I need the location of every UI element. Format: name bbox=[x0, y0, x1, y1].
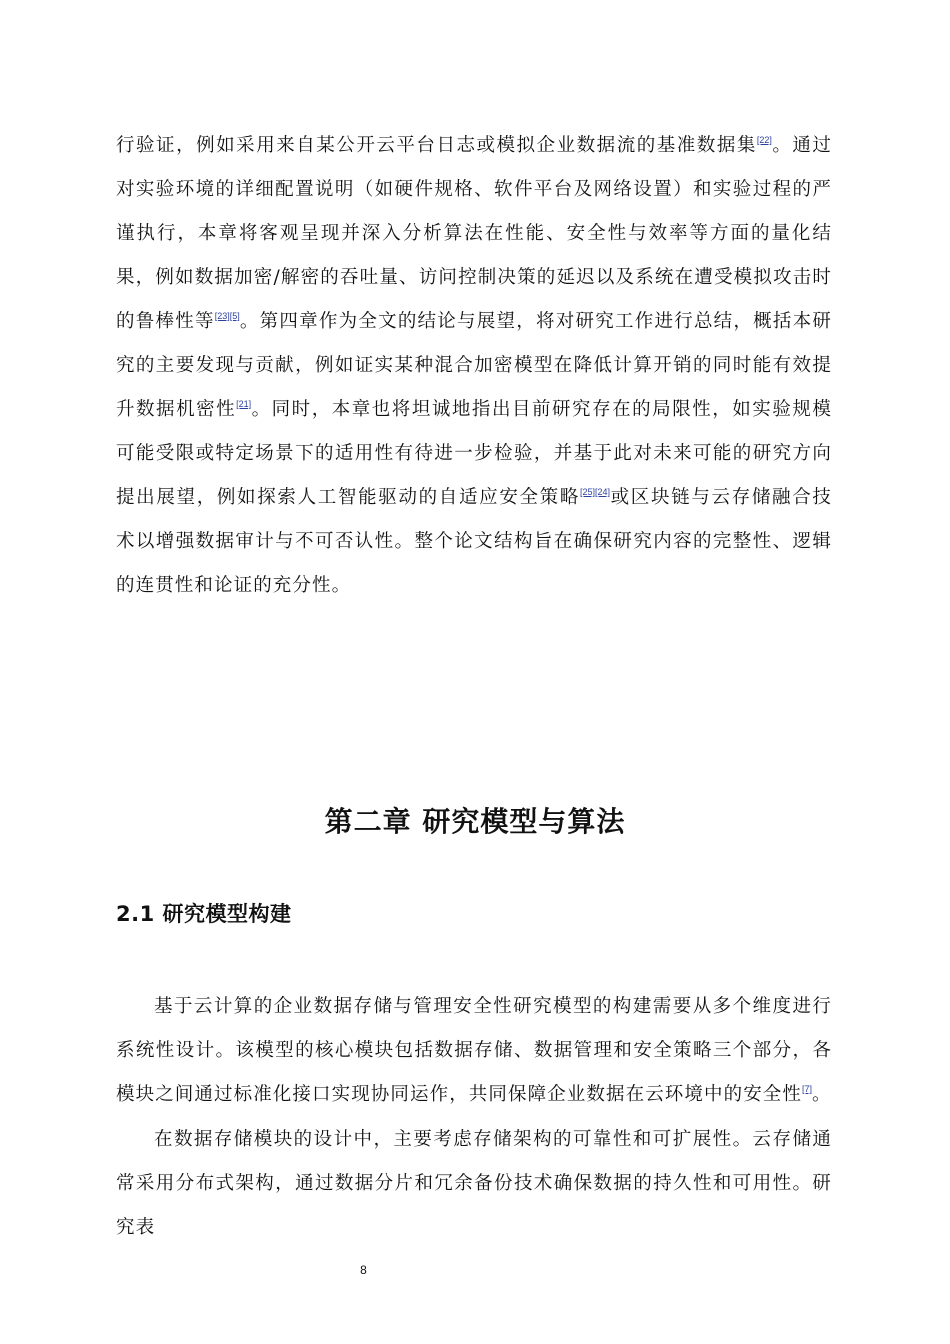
body-paragraph-2 bbox=[116, 1118, 832, 1250]
body-text-1: 基于云计算的企业数据存储与管理安全性研究模型的构建需要从多个维度进行系统性设计。该模型的核心模块包括数据存储、数据管理和安全策略三个部分，各模块之间通过标准化接口实现协同运作，共同保障企业数据在云环境中的安全性 bbox=[116, 996, 832, 1105]
intro-text-4: 。同时，本章也将坦诚地指出目前研究存在的局限性，如实验规模可能受限或特定场景下的适用性有待进一步检验，并基于此对未来可能的研究方向提出展望，例如探索人工智能驱动的自适应安全策略 bbox=[116, 399, 832, 508]
citation-link[interactable]: [25][24] bbox=[580, 487, 611, 497]
citation-link[interactable]: [7] bbox=[802, 1084, 813, 1094]
citation-link[interactable]: [22] bbox=[756, 135, 772, 145]
chapter-title: 第二章 研究模型与算法 bbox=[324, 805, 626, 838]
body-text-1-end: 。 bbox=[812, 1084, 832, 1105]
citation-link[interactable]: [21] bbox=[236, 399, 252, 409]
page-number: 8 bbox=[360, 1263, 367, 1277]
body-paragraph-1 bbox=[116, 985, 832, 1117]
intro-text-2: 。通过对实验环境的详细配置说明（如硬件规格、软件平台及网络设置）和实验过程的严谨执行，本章将客观呈现并深入分析算法在性能、安全性与效率等方面的量化结果，例如数据加密/解密的吞吐量、访问控制决策的延迟以及系统在遭受模拟攻击时的鲁棒性等 bbox=[116, 135, 832, 332]
intro-text-1: 行验证，例如采用来自某公开云平台日志或模拟企业数据流的基准数据集 bbox=[116, 135, 757, 156]
intro-text-5: 或区块链与云存储融合技术以增强数据审计与不可否认性。整个论文结构旨在确保研究内容的完整性、逻辑的连贯性和论证的充分性。 bbox=[116, 487, 832, 596]
citation-link[interactable]: [23][5] bbox=[214, 311, 240, 321]
intro-paragraph bbox=[116, 124, 832, 608]
intro-text-3: 。第四章作为全文的结论与展望，将对研究工作进行总结，概括本研究的主要发现与贡献，例如证实某种混合加密模型在降低计算开销的同时能有效提升数据机密性 bbox=[116, 311, 832, 420]
section-title: 2.1 研究模型构建 bbox=[116, 902, 292, 926]
body-text-2: 在数据存储模块的设计中，主要考虑存储架构的可靠性和可扩展性。云存储通常采用分布式架构，通过数据分片和冗余备份技术确保数据的持久性和可用性。研究表 bbox=[116, 1129, 832, 1238]
